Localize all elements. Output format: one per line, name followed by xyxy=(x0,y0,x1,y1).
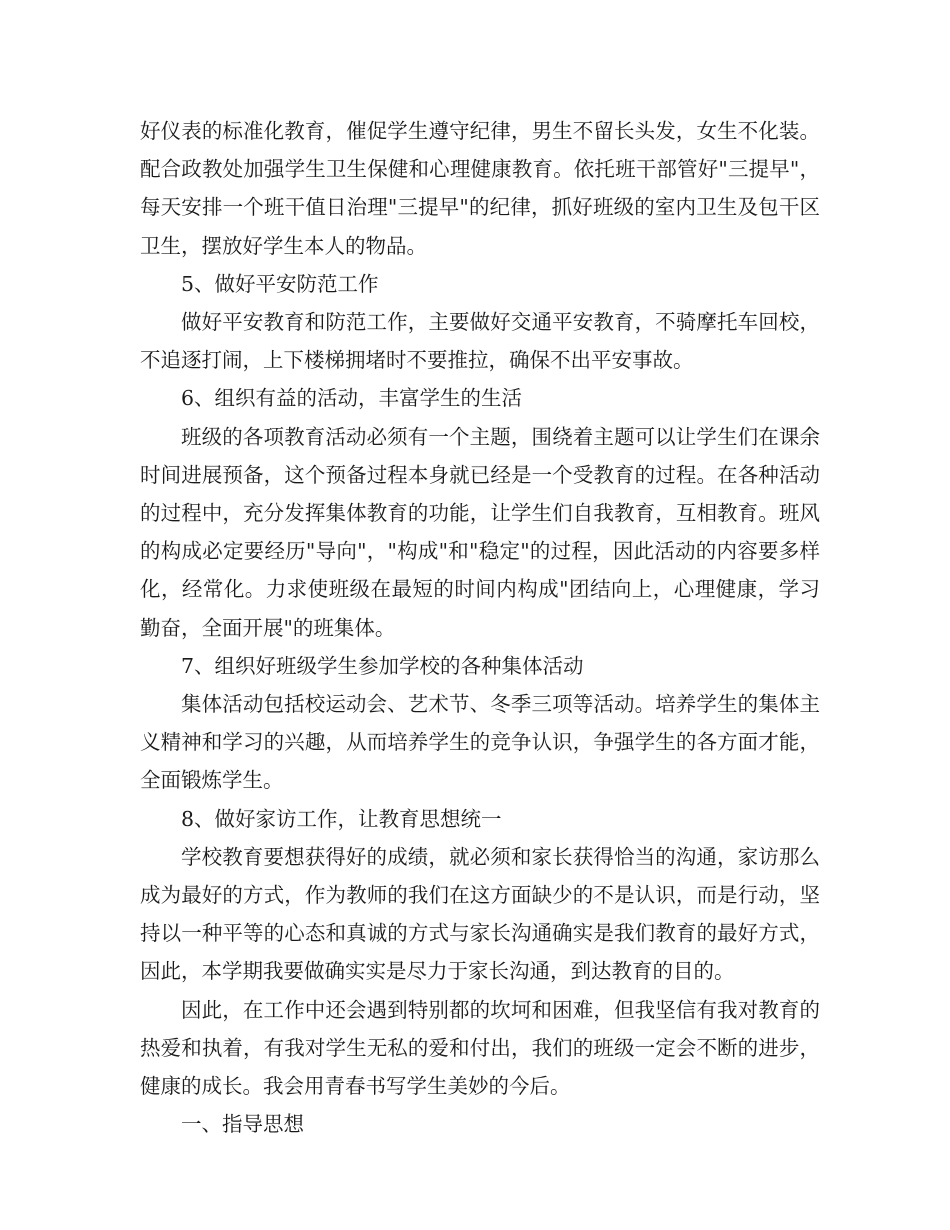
document-page xyxy=(140,112,820,1143)
heading-activities: 6、组织有益的活动，丰富学生的生活 xyxy=(181,386,523,411)
paragraph-conduct: 好仪表的标准化教育，催促学生遵守纪律，男生不留长头发，女生不化装。配合政教处加强学生卫生保健和心理健康教育。依托班干部管好"三提早"，每天安排一个班干值日治理"三提早"的纪律，抓好班级的室内卫生及包干区卫生，摆放好学生本人的物品。 xyxy=(140,119,820,258)
paragraph-safety: 做好平安教育和防范工作，主要做好交通平安教育，不骑摩托车回校，不追逐打闹，上下楼梯拥堵时不要推拉，确保不出平安事故。 xyxy=(140,310,820,373)
heading-guiding-ideology: 一、指导思想 xyxy=(181,1112,304,1137)
heading-collective-activities: 7、组织好班级学生参加学校的各种集体活动 xyxy=(181,653,584,678)
paragraph-activities: 班级的各项教育活动必须有一个主题，围绕着主题可以让学生们在课余时间进展预备，这个预备过程本身就已经是一个受教育的过程。在各种活动的过程中，充分发挥集体教育的功能，让学生们自我教育，互相教育。班风的构成必定要经历"导向"，"构成"和"稳定"的过程，因此活动的内容要多样化，经常化。力求使班级在最短的时间内构成"团结向上，心理健康，学习勤奋，全面开展"的班集体。 xyxy=(140,424,820,640)
paragraph-home-visits: 学校教育要想获得好的成绩，就必须和家长获得恰当的沟通，家访那么成为最好的方式，作为教师的我们在这方面缺少的不是认识，而是行动，坚持以一种平等的心态和真诚的方式与家长沟通确实是我们教育的最好方式，因此，本学期我要做确实实是尽力于家长沟通，到达教育的目的。 xyxy=(140,844,820,984)
heading-safety: 5、做好平安防范工作 xyxy=(181,271,379,296)
heading-home-visits: 8、做好家访工作，让教育思想统一 xyxy=(181,806,502,831)
paragraph-collective-activities: 集体活动包括校运动会、艺术节、冬季三项等活动。培养学生的集体主义精神和学习的兴趣，从而培养学生的竞争认识，争强学生的各方面才能，全面锻炼学生。 xyxy=(140,692,820,793)
paragraph-conclusion: 因此，在工作中还会遇到特别都的坎坷和困难，但我坚信有我对教育的热爱和执着，有我对学生无私的爱和付出，我们的班级一定会不断的进步，健康的成长。我会用青春书写学生美妙的今后。 xyxy=(140,997,820,1099)
